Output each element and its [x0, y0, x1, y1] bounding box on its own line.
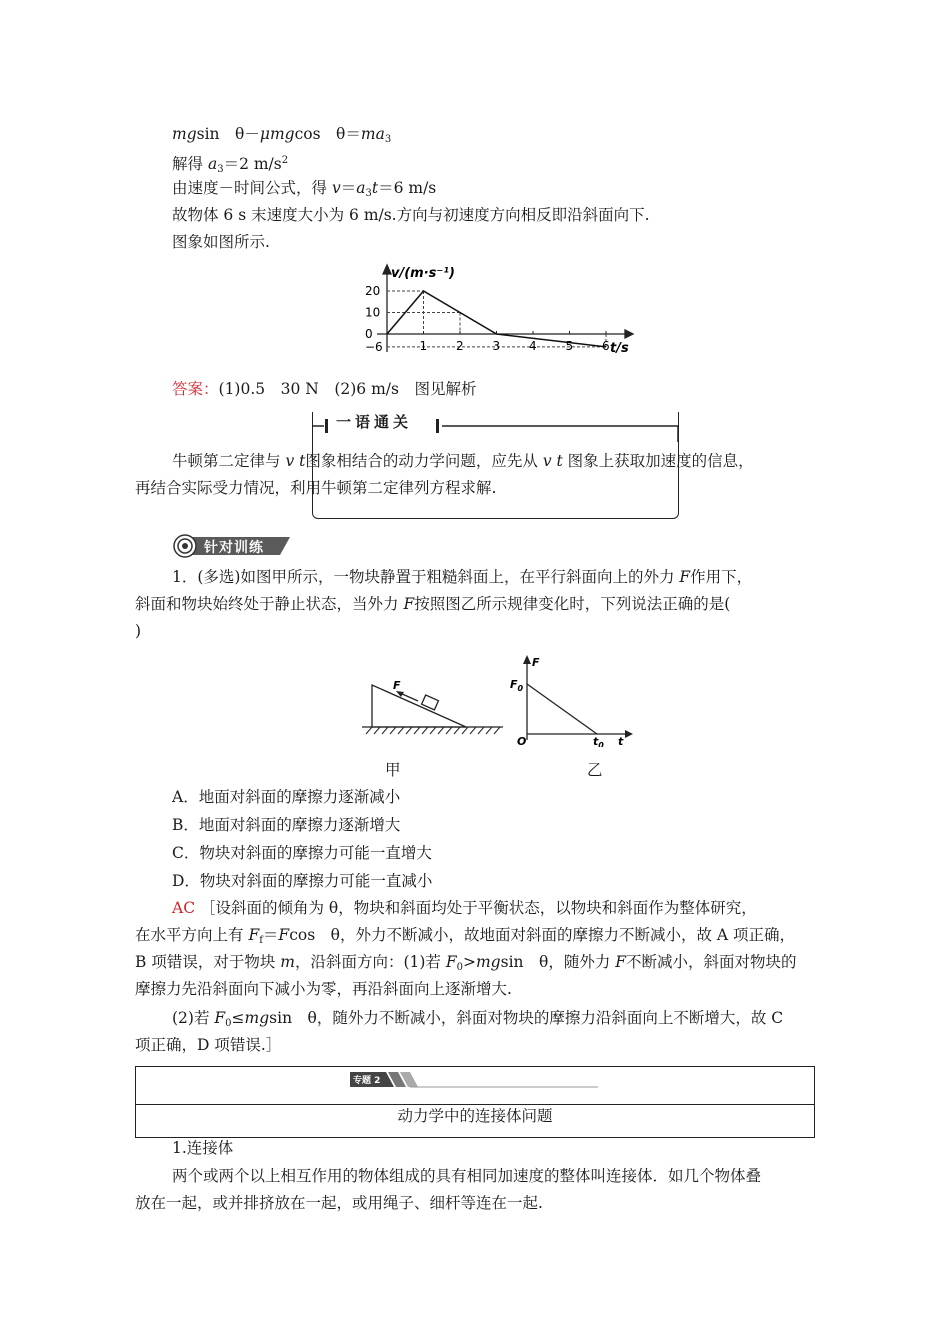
question-line-2: 斜面和物块始终处于静止状态，当外力 F按照图乙所示规律变化时，下列说法正确的是( [135, 595, 731, 613]
explanation-line-1: AC ［设斜面的倾角为 θ，物块和斜面均处于平衡状态，以物块和斜面作为整体研究， [172, 899, 757, 917]
summary-title: 一语通关 [330, 411, 418, 432]
ft-xlabel: t [618, 735, 624, 747]
summary-line-1: 牛顿第二定律与 v t图象相结合的动力学问题，应先从 v t 图象上获取加速度的信息， [172, 452, 754, 470]
option-b: B．地面对斜面的摩擦力逐渐增大 [172, 816, 401, 834]
y-axis-arrow [383, 265, 391, 274]
figure-caption-right: 乙 [587, 761, 603, 779]
ft-y0: $F_0$ [510, 678, 524, 693]
topic-badge-label: 专题 2 [353, 1076, 381, 1086]
body-para-line-1: 两个或两个以上相互作用的物体组成的具有相同加速度的整体叫连接体．如几个物体叠 [172, 1167, 762, 1185]
x-tick-label: 3 [492, 339, 501, 353]
section-badge [172, 533, 292, 563]
x-axis-arrow [625, 330, 633, 338]
x-axis-label: t/s [610, 341, 629, 356]
x-tick-label: 2 [456, 339, 464, 353]
body-para-line-2: 放在一起，或并排挤放在一起，或用绳子、细杆等连在一起. [135, 1194, 543, 1212]
explanation-line-3: B 项错误，对于物块 m，沿斜面方向：(1)若 $F_0>mgsin$ θ，随外力 F不断减小，斜面对物块的 [135, 953, 797, 973]
answer-line [172, 379, 476, 399]
y-tick-label: −6 [365, 339, 383, 354]
topic-badge [350, 1070, 600, 1090]
force-line [527, 684, 597, 734]
y-tick-label: 20 [365, 284, 381, 298]
answer-text: (1)0.5 30 N (2)6 m/s 图见解析 [218, 380, 477, 398]
explanation-line-5: (2)若 $F_0\le mgsin$ θ，随外力不断减小，斜面对物块的摩擦力沿斜面向上不断增大，故 C [172, 1009, 784, 1029]
explanation-line-4: 摩擦力先沿斜面向下减小为零，再沿斜面向上逐渐增大. [135, 980, 512, 998]
figure-caption-left: 甲 [385, 761, 401, 779]
x-tick-label: 5 [565, 339, 574, 353]
solve-line: 解得 $a_3=2$ $m/s^2$ [172, 155, 289, 175]
explanation-line-2: 在水平方向上有 $F_f=Fcos$ θ，外力不断减小，故地面对斜面的摩擦力不断减小，故 A 项正确， [135, 926, 796, 946]
y-tick-label: 10 [365, 305, 381, 320]
force-label: F [393, 679, 401, 692]
equation-line: mgsin θ－μmgcos $\theta=ma_3$ [172, 125, 392, 145]
incline-figure [358, 675, 508, 740]
conclusion-line: 故物体 6 s 末速度大小为 6 m/s.方向与初速度方向相反即沿斜面向下. [172, 206, 650, 224]
y-axis-label: v/(m·s⁻¹) [391, 266, 455, 281]
option-c: C．物块对斜面的摩擦力可能一直增大 [172, 844, 432, 862]
target-icon [172, 533, 292, 559]
ft-t0: $t_0$ [593, 735, 604, 747]
topic-divider [135, 1104, 815, 1105]
x-tick-label: 1 [419, 339, 428, 353]
body-heading: 1.连接体 [172, 1139, 234, 1157]
explanation-line-6: 项正确，D 项错误.］ [135, 1036, 282, 1054]
question-line-1: 1．(多选)如图甲所示，一物块静置于粗糙斜面上，在平行斜面向上的外力 F作用下， [172, 568, 753, 586]
summary-line-2: 再结合实际受力情况，利用牛顿第二定律列方程求解. [135, 479, 497, 497]
figure-note: 图象如图所示. [172, 233, 270, 251]
y-tick-label: 0 [365, 327, 373, 341]
velocity-line: 由速度－时间公式，得 $v=a_3t=6$ m/s [172, 179, 437, 199]
ft-ylabel: F [532, 656, 540, 669]
force-time-graph [505, 652, 635, 747]
option-d: D．物块对斜面的摩擦力可能一直减小 [172, 872, 433, 890]
x-tick-label: 6 [602, 339, 610, 353]
answer-label: 答案： [172, 380, 219, 398]
option-a: A．地面对斜面的摩擦力逐渐减小 [172, 788, 401, 806]
section-badge-label: 针对训练 [204, 540, 264, 556]
vt-chart [355, 262, 635, 357]
ft-origin: O [517, 735, 527, 747]
answer-key: AC [172, 899, 196, 917]
topic-title: 动力学中的连接体问题 [397, 1107, 553, 1125]
question-line-3: ) [135, 622, 142, 640]
x-tick-label: 4 [529, 339, 537, 353]
